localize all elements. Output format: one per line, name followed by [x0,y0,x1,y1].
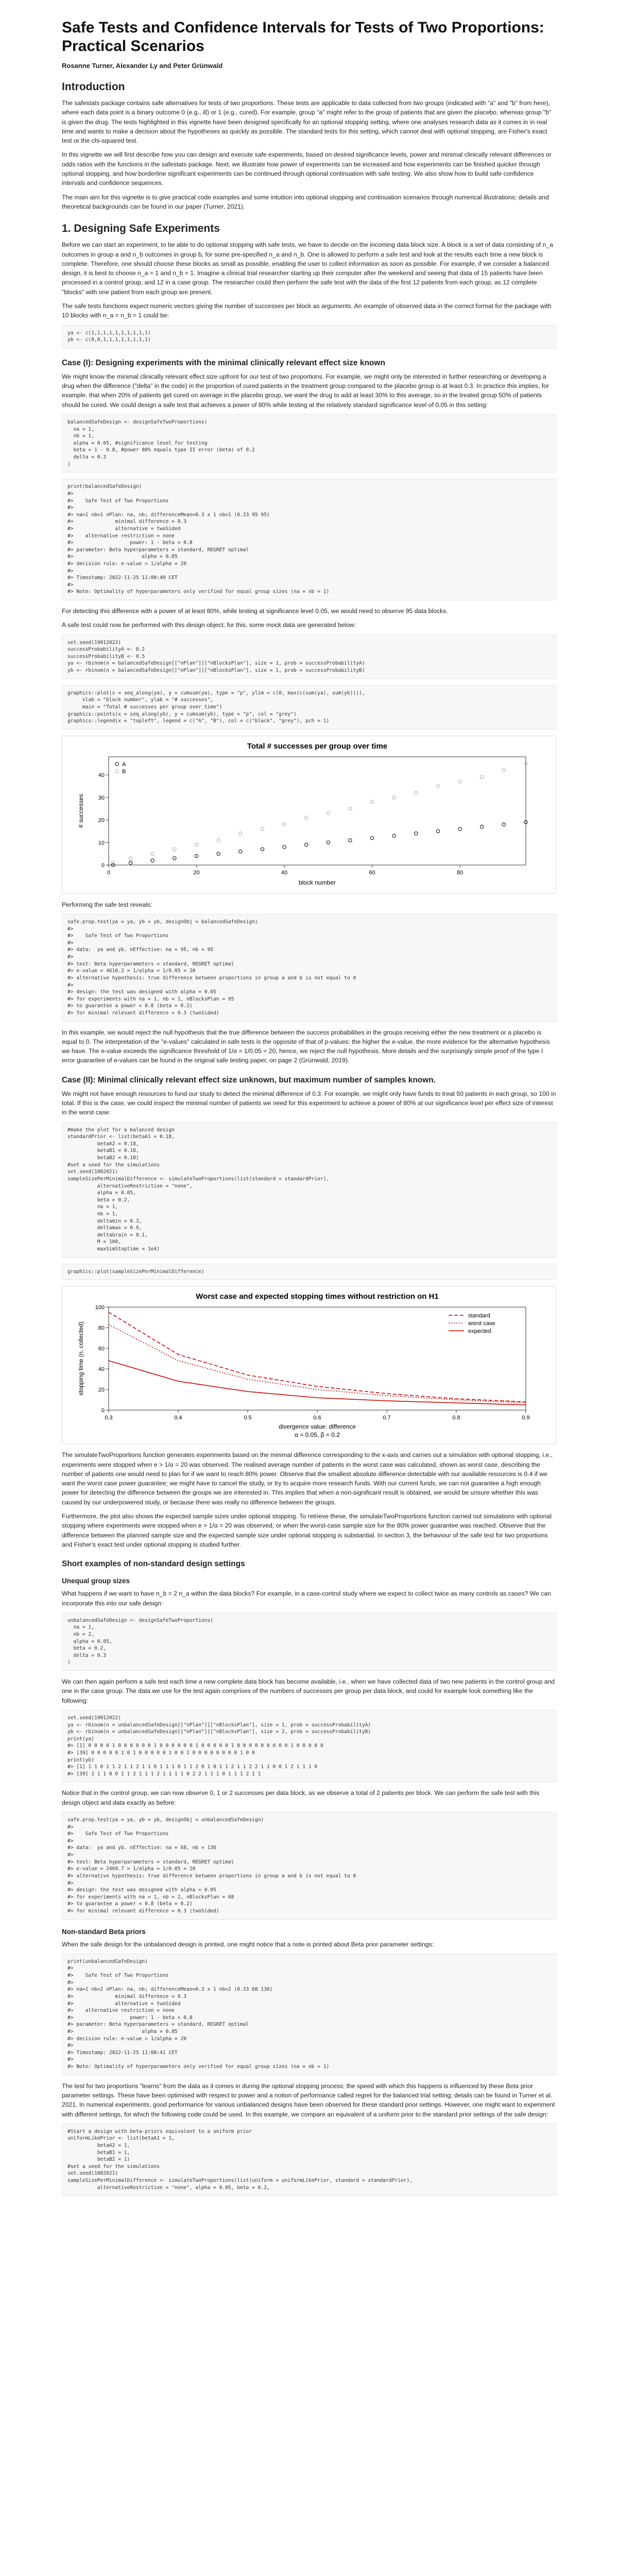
data-point-b [239,832,242,835]
x-tick-label: 60 [369,869,375,876]
code-block-unbalanced-print: print(unbalancedSafeDesign) #> #> Safe Test of Two Proportions #> #> na=1 nb=2 nPlan: na, nb; differenceMean=0.3 x 1 nb=2 (0.33 68 136) #> minimal difference = 0.3 #> alternative = twoSided #> alternative restriction = none #> power: 1 - beta = 0.8 #> parameter: Beta hyperparameters = standard, REGRET optimal #> alpha = 0.05 #> decision rule: e-value > 1/alpha = 20 #> #> Timestamp: 2022-11-25 11:08:41 CET #> #> Note: Optimality of hyperparameters only verified for equal group sizes (na = nb = 1) [62,1954,556,2075]
y-axis-label: stopping time (n, collected) [77,1321,84,1396]
case-2-paragraph-2: The simulateTwoProportions function generates experiments based on the minimal difference corresponding to the x-axis and carries out a simulation with optional stopping, i.e., experiments were stopped when e > 1/α = 20 was observed. The realised average number of patients in the worst case was calculated, shown as worst case, describing the number of patients one would need to plan for if we want to reach 80% power. Observe that the smallest absolute difference detectable with our available resources is 0.4 if we want the worst case power guarantee; we might have to cancel the study, or try to acquire more research funds. With our current funds, we can not guarantee a high enough power for detecting the difference between the groups we are interested in. This implies that when a non-significant result is obtained, we would be unsure whether this was caused by our underpowered study, or because there was really no difference between the groups. [62,1451,553,1506]
code-block-safe-test: safe.prop.test(ya = ya, yb = yb, designObj = balancedSafeDesign) #> #> Safe Test of Two Proportions #> #> data: ya and yb. nEffective: na = 95, nb = 95 #> #> test: Beta hyperparameters = standard, REGRET optimal #> e-value = 4610.2 > 1/alpha = 1/0.05 = 20 #> alternative hypothesis: true difference between proportions in group a and b is not equal to 0 #> #> design: the test was designed with alpha = 0.05 #> for experiments with na = 1, nb = 1, nBlocksPlan = 95 #> to guarantee a power = 0.8 (beta = 0.2) #> for minimal relevant difference = 0.3 (twoSided) [62,914,556,1022]
series-line-expected [109,1361,526,1405]
section-1-paragraph-2: The safe tests functions expect numeric vectors giving the number of successes per block as arguments. An example of observed data in the correct format for the package with 10 blocks with n_a = n_b = 1 could be: [62,302,552,319]
x-tick-label: 80 [456,869,464,876]
y-tick-label: 20 [98,1387,105,1394]
y-tick-label: 80 [98,1325,105,1332]
chart-title: Total # successes per group over time [247,741,388,751]
stopping-times-chart [62,1286,556,1441]
legend-marker-b [115,770,118,773]
data-point-a [261,848,264,851]
y-tick-label: 0 [101,862,105,869]
data-point-b [415,791,418,794]
data-point-b [392,795,396,799]
nonstandard-priors-heading: Non-standard Beta priors [62,1927,146,1936]
y-tick-label: 40 [98,1366,105,1373]
x-tick-label: 40 [281,869,288,876]
x-tick-label: 0.9 [522,1415,530,1421]
case-1-paragraph-3: A safe test could now be performed with this design object; for this, some mock data are generated below: [62,621,356,629]
data-point-b [327,811,330,815]
legend-label-standard: standard [468,1313,490,1319]
x-tick-label: 20 [193,869,200,876]
nonstandard-paragraph-2: The test for two proportions "learns" from the data as it comes in during the optional stopping process; the speed with which this happens is influenced by these Beta prior parameter settings. These have been optimised with respect to power and a notion of performance called regret for the balanced trial setting; details can be found in Turner et al. 2021. In numerical experiments, good performance for various unbalanced designs have been observed for these standard prior settings. However, one might want to experiment with different settings, for which the following code could be used. In this example, we compare an equivalent of a uniform prior to the standard prior settings of the safe design: [62,2082,555,2118]
authors: Rosanne Turner, Alexander Ly and Peter Grünwald [62,62,223,70]
case-1-paragraph-5: In this example, we would reject the null hypothesis that the true difference between the success probabilities in the groups receiving either the new treatment or a placebo is equal to 0. The interpretation of the "e-values" calculated in safe tests is the opposite of that of p-values: the higher the e-value, the more evidence for the alternative hypothesis we have. The e-value exceeds the significance threshold of 1/α = 1/0.05 = 20, hence, we reject the null hypothesis. More details and the surprisingly simple proof of the type I error guarantee of e-values can be found in the original safe testing paper, on page 2 (Grünwald, 2019). [62,1028,550,1064]
intro-heading: Introduction [62,81,125,93]
legend-label-a: A [122,761,126,768]
code-block-mock-plot: graphics::plot(x = seq_along(ya), y = cumsum(ya), type = "p", ylim = c(0, max(c(sum(ya), sum(yb)))), xlab = "block number", ylab = "# successes", main = "Total # successes per group over time") graphics::points(x = seq_along(yb), y = cumsum(yb), type = "p", col = "grey") graphics::legend(x = "topleft", legend = c("A", "B"), col = c("black", "grey"), pch = 1) [62,685,556,730]
x-axis-sublabel: α = 0.05, β = 0.2 [295,1431,340,1439]
series-line-worst-case [109,1325,526,1403]
data-point-b [111,861,114,864]
data-point-b [195,843,198,846]
x-tick-label: 0.5 [244,1415,252,1421]
plot-frame [109,757,526,865]
y-tick-label: 0 [101,1408,105,1414]
data-point-b [151,852,154,855]
case-1-paragraph-4: Performing the safe test reveals: [62,901,152,908]
data-point-b [173,848,176,851]
data-point-a [173,856,176,859]
data-point-b [349,807,352,810]
x-tick-label: 0.8 [452,1415,460,1421]
code-block-design: balancedSafeDesign <- designSafeTwoProportions( na = 1, nb = 1, alpha = 0.05, #significance level for testing beta = 1 - 0.8, #power 80% equals type II error (beta) of 0.2 delta = 0.3 ) [62,414,556,472]
code-block-unbalanced-test: safe.prop.test(ya = ya, yb = yb, designObj = unbalancedSafeDesign) #> #> Safe Test of Two Proportions #> #> data: ya and yb. nEffective: na = 68, nb = 136 #> #> test: Beta hyperparameters = standard, REGRET optimal #> e-value = 2469.7 > 1/alpha = 1/0.05 = 20 #> alternative hypothesis: true difference between proportions in group a and b is not equal to 0 #> #> design: the test was designed with alpha = 0.05 #> for experiments with na = 1, nb = 2, nBlocksPlan = 68 #> to guarantee a power = 0.8 (beta = 0.2) #> for minimal relevant difference = 0.3 (twoSided) [62,1812,556,1920]
nonstandard-paragraph-1: When the safe design for the unbalanced design is printed, one might notice that a note is printed about Beta prior parameter settings: [62,1940,434,1948]
x-tick-label: 0.4 [174,1415,182,1421]
data-point-a [349,838,352,841]
data-point-a [195,854,198,857]
data-point-a [327,841,330,844]
data-point-a [304,843,307,846]
code-block-mock-data: set.seed(19012022) successProbabilityA <- 0.2 successProbabilityB <- 0.5 ya <- rbinom(n = balancedSafeDesign[["nPlan"]]["nBlocksPlan"], size = 1, prob = successProbabilityA) yb <- rbinom(n = balancedSafeDesign[["nPlan"]]["nBlocksPlan"], size = 1, prob = successProbabilityB) [62,635,556,679]
y-tick-label: 100 [95,1304,105,1311]
x-tick-label: 0.3 [105,1415,113,1421]
data-point-a [415,832,418,835]
code-block-design-print: print(balancedSafeDesign) #> #> Safe Test of Two Proportions #> #> na=1 nb=1 nPlan: na, nb; differenceMean=0.3 x 1 nb=1 (0.33 95 95) #> minimal difference = 0.3 #> alternative = twoSided #> alternative restriction = none #> power: 1 - beta = 0.8 #> parameter: Beta hyperparameters = standard, REGRET optimal #> alpha = 0.05 #> decision rule: e-value > 1/alpha = 20 #> #> Timestamp: 2022-11-25 11:08:40 CET #> #> Note: Optimality of hyperparameters only verified for equal group sizes (na = nb = 1) [62,479,556,600]
unequal-paragraph-1: What happens if we want to have n_b = 2 n_a within the data blocks? For example, in a case-control study where we expect to collect twice as many controls as cases? We can incorporate this into our safe design: [62,1590,551,1607]
y-tick-label: 20 [98,817,105,824]
short-examples-heading: Short examples of non-standard design settings [62,1560,245,1569]
code-block-data-example: ya <- c(1,1,1,1,1,1,1,1,1,1) yb <- c(0,0,1,1,1,1,1,1,1,1) [62,325,556,348]
data-point-a [392,834,396,837]
x-tick-label: 0 [107,869,111,876]
plot-frame [109,1307,526,1410]
case-1-heading: Case (I): Designing experiments with the minimal clinically relevant effect size known [62,358,385,367]
code-block-uniform-prior: #Start a design with beta-priors equivalent to a uniform prior uniformLikePrior <- list(betaA1 = 1, betaA2 = 1, betaB1 = 1, betaB2 = 1) #set a seed for the simulations set.seed(1082021) sampleSizePerMinimalDifference <- simulateTwoProportions(list(uniform = uniformLikePrior, standard = standardPrior), alternativeRestriction = "none", alpha = 0.05, beta = 0.2, [62,2124,556,2196]
code-block-unbalanced-data: set.seed(19012022) ya <- rbinom(n = unbalancedSafeDesign[["nPlan"]]["nBlocksPlan"], size = 1, prob = successProbabilityA) yb <- rbinom(n = unbalancedSafeDesign[["nPlan"]]["nBlocksPlan"], size = 2, prob = successProbabilityB) print(ya) #> [1] 0 0 0 0 1 0 0 0 0 0 0 1 0 0 0 0 0 0 1 0 0 0 0 0 1 0 0 0 0 0 0 0 0 0 1 0 0 0 0 0 #> [39] 0 0 0 0 0 1 0 1 0 0 0 0 0 1 0 0 1 0 0 0 0 0 0 0 0 1 0 0 print(yb) #> [1] 1 1 0 1 1 2 1 1 2 1 1 0 1 1 1 0 1 1 2 0 1 0 1 1 2 1 1 2 2 1 1 0 0 1 2 1 1 1 0 #> [39] 1 1 1 0 0 1 1 2 1 1 1 2 1 1 1 1 0 2 2 1 1 1 0 1 1 1 2 1 1 [62,1710,556,1782]
data-point-b [502,769,505,772]
x-axis-label: block number [298,878,336,886]
data-point-b [458,780,461,783]
intro-paragraph-1: The safestats package contains safe alternatives for tests of two proportions. These tests are applicable to data collected from two groups (indicated with "a" and "b" from here), where each data point is a binary outcome 0 (e.g., ill) or 1 (e.g., cured). For example, group "a" might refer to the group of patients that are given the placebo, whereas group "b" is given the drug. The tests highlighted in this vignette have been designed specifically for an optional stopping setting, where one analyses research data as it comes in in real time and wants to make a decision about the hypotheses as quickly as possible. The standard tests for this setting, which cannot deal with optional stopping, are Fisher's exact test or the chi-squared test. [62,99,552,145]
article [31,0,587,2196]
data-point-a [502,823,505,826]
unequal-paragraph-2: We can then again perform a safe test each time a new complete data block has become available, i.e., when we have collected data of two new patients in the control group and one in the case group. The data we use for the test again comprises of the numbers of successes per group per data block, and could for example look something like the following: [62,1678,555,1704]
data-point-a [129,861,132,864]
unequal-group-sizes-heading: Unequal group sizes [62,1577,130,1585]
x-axis-label: divergence value: difference [279,1423,356,1431]
case-2-paragraph-1: We might not have enough resources to fund our study to detect the minimal difference of 0.3. For example, we might only have funds to treat 50 patients in each group, so 100 in total. If this is the case, we could inspect the minimal number of patients we need for this experiment to achieve a power of 80% at our significance level per effect size of interest in the worst case: [62,1090,556,1116]
case-1-paragraph-2: For detecting this difference with a power of at least 80%, while testing at significance level 0.05, we would need to observe 95 data blocks. [62,607,448,615]
data-point-a [217,852,220,855]
legend-label-worst-case: worst case [468,1320,495,1327]
data-point-b [370,800,373,803]
intro-paragraph-3: The main aim for this vignette is to give practical code examples and some intuition into optional stopping and continuation scenarios through numerical illustrations; details and theoretical backgrounds can be found in our paper (Turner, 2021). [62,193,549,210]
data-point-a [480,825,484,828]
intro-paragraph-2: In this vignette we will first describe how you can design and execute safe experiments, based on desired significance levels, power and minimal clinically relevant differences or odds ratios with the functions in the safestats package. Next, we illustrate how power of experiments can be increased and how experiments can be finished quicker through optional stopping, and how borderline significant experiments can be continued through optional continuation with safe testing. We also show how to build safe confidence intervals and confidence sequences. [62,151,552,187]
data-point-a [370,836,373,839]
data-point-b [436,784,439,787]
data-point-a [151,859,154,862]
figure-successes-over-time [62,736,556,894]
y-tick-label: 40 [98,772,105,778]
data-point-a [239,850,242,853]
data-point-a [283,845,286,849]
code-block-simulation: #make the plot for a balanced design standardPrior <- list(betaA1 = 0.18, betaA2 = 0.18, betaB1 = 0.18, betaB2 = 0.18) #set a seed for the simulations set.seed(1082021) sampleSizePerMinimalDifference <- simulateTwoProportions(list(standard = standardPrior), alternativeRestriction = "none", alpha = 0.05, beta = 0.2, na = 1, nb = 1, deltamin = 0.3, deltamax = 0.9, deltaGrain = 0.1, M = 100, maxSimStoptime = 1e4) [62,1122,556,1258]
data-point-b [480,775,484,778]
section-1-paragraph-1: Before we can start an experiment, to be able to do optional stopping with safe tests, we have to decide on the incoming data block size. A block is a set of data consisting of n_a outcomes in group a and n_b outcomes in group b, for some pre-specified n_a and n_b. One is allowed to perform a safe test and look at the results each time a new block is complete. Therefore, one should choose these blocks as small as possible, enabling the user to collect information as soon as possible. For example, if we consider a balanced design, it is best to choose n_a = 1 and n_b = 1. Imagine a clinical trial researcher starting up their computer after the weekend and seeing that data of 15 patients have been processed in a control group, and 12 in a case group. The researcher could then perform the safe test with the data of the first 12 patients from each group, as 12 complete "blocks" with one patient from each group are present. [62,241,553,296]
x-tick-label: 0.6 [313,1415,321,1421]
y-tick-label: 30 [98,794,105,801]
legend-label-b: B [122,768,126,775]
y-tick-label: 60 [98,1346,105,1352]
data-point-b [261,827,264,831]
legend-label-expected: expected [468,1328,491,1335]
code-block-simulation-plot: graphics::plot(sampleSizePerMinimalDifference) [62,1264,556,1280]
data-point-a [458,827,461,831]
unequal-paragraph-3: Notice that in the control group, we can now observe 0, 1 or 2 successes per data block, as we observe a total of 2 patients per block. We can perform the safe test with this design object and data exactly as before: [62,1789,540,1806]
section-1-heading: 1. Designing Safe Experiments [62,223,220,235]
data-point-b [283,823,286,826]
data-point-a [436,829,439,833]
case-2-heading: Case (II): Minimal clinically relevant effect size unknown, but maximum number of samples known. [62,1075,436,1084]
code-block-unbalanced-design: unbalancedSafeDesign <- designSafeTwoProportions( na = 1, nb = 2, alpha = 0.05, beta = 0.2, delta = 0.3 ) [62,1613,556,1671]
figure-stopping-times [62,1286,556,1444]
chart-title: Worst case and expected stopping times without restriction on H1 [196,1292,439,1301]
data-point-b [304,816,307,819]
successes-chart [62,736,556,891]
x-tick-label: 0.7 [383,1415,391,1421]
legend-marker-a [115,762,118,766]
data-point-b [129,856,132,859]
data-point-b [217,838,220,841]
y-tick-label: 10 [98,840,105,846]
page-title: Safe Tests and Confidence Intervals for Tests of Two Proportions: Practical Scenarios [62,19,544,55]
case-2-paragraph-3: Furthermore, the plot also shows the expected sample sizes under optional stopping. To retrieve these, the simulateTwoProportions function carried out simulations with optional stopping where experiments were stopped when e > 1/α = 20 was observed, or when the worst-case sample size for the 80% power guarantee was reached. Observe that the difference between the planned sample size and the expected sample size under optional stopping is substantial. In section 3, the behaviour of the safe test for two proportions and Fisher's exact test under optional stopping is studied further. [62,1513,552,1548]
case-1-paragraph-1: We might know the minimal clinically relevant effect size upfront for our test of two proportions. For example, we might only be interested in further researching or developing a drug when the difference ("delta" in the code) in the proportion of cured patients in the treatment group compared to the placebo group is at least 0.3. In practice this implies, for example, that when 20% of patients get cured on average in the placebo group, we want the drug to add at least 30% to this average, so in the treated group 50% of patients should be cured. We could design a safe test that achieves a power of 80% while testing at the relatively standard significance level of 0.05 in this setting: [62,372,550,409]
y-axis-label: # successes [77,793,84,828]
